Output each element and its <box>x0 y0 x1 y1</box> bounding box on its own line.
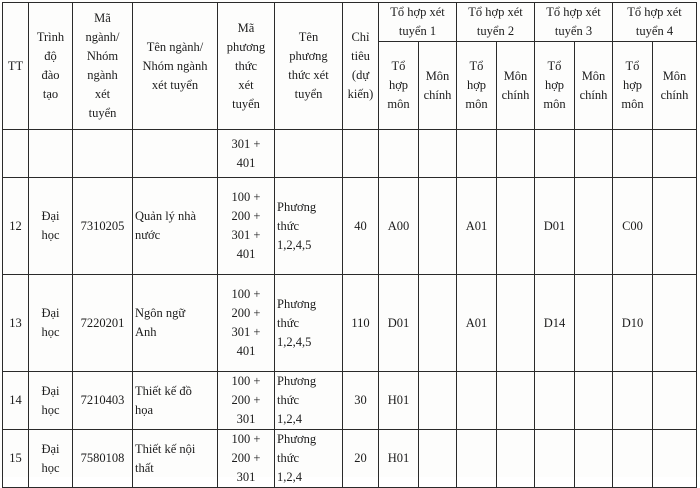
header-chi-tieu <box>343 3 379 130</box>
header-to-hop-group-line: Tổ hợp xét <box>546 5 601 19</box>
cell-mon-chinh <box>653 430 697 488</box>
cell-ten-nganh <box>133 275 218 372</box>
cell-tt: 15 <box>3 430 29 488</box>
header-to-hop-group-line: tuyển 4 <box>635 24 674 38</box>
header-ma-nganh-line: Mã <box>94 11 111 25</box>
header-to-hop-group <box>457 3 535 42</box>
cell-to-hop-mon: A01 <box>457 275 497 372</box>
cell-mon-chinh <box>575 178 613 275</box>
cell-ma-phuong-thuc-line: 200 + <box>231 209 261 223</box>
empty-cell <box>275 130 343 178</box>
cell-tt: 12 <box>3 178 29 275</box>
cell-ma-phuong-thuc-line: 401 <box>236 247 256 261</box>
cell-ten-nganh-line: họa <box>135 402 154 417</box>
cell-trinh-do <box>29 178 73 275</box>
cell-ma-phuong-thuc-line: 401 <box>236 155 256 170</box>
cell-ten-phuong-thuc-line: Phương <box>277 374 317 388</box>
header-mon-chinh-line: chính <box>579 87 608 102</box>
cell-to-hop-mon: D14 <box>535 275 575 372</box>
header-mon-chinh-line: chính <box>423 87 452 102</box>
cell-to-hop-mon: D01 <box>535 178 575 275</box>
cell-trinh-do-line: Đại <box>41 383 60 398</box>
table-body <box>3 130 697 488</box>
cell-ma-nganh: 7210403 <box>73 372 133 430</box>
header-ma-nganh-line: Nhóm <box>86 49 119 63</box>
cell-to-hop-mon <box>535 372 575 430</box>
cell-mon-chinh <box>419 372 457 430</box>
cell-ten-phuong-thuc <box>275 178 343 275</box>
cell-ma-phuong-thuc-line: 200 + <box>231 451 261 465</box>
table-row <box>3 430 697 488</box>
cell-mon-chinh <box>575 430 613 488</box>
cell-ma-phuong-thuc-line: 301 + <box>231 136 261 151</box>
header-ten-nganh <box>133 3 218 130</box>
header-to-hop-mon-line: Tổ <box>547 59 562 73</box>
header-ma-nganh <box>73 3 133 130</box>
header-trinh-do-line: tạo <box>42 87 59 101</box>
header-to-hop-group-line: Tổ hợp xét <box>390 5 445 19</box>
header-ten-phuong-thuc-line: thức xét <box>288 68 329 82</box>
header-to-hop-mon <box>379 42 419 130</box>
header-mon-chinh <box>575 42 613 130</box>
cell-trinh-do-line: học <box>41 325 60 339</box>
cell-ten-nganh <box>133 372 218 430</box>
cell-to-hop-mon: D10 <box>613 275 653 372</box>
header-to-hop-group-line: Tổ hợp xét <box>468 5 523 19</box>
cell-ten-phuong-thuc-line: Phương <box>277 199 317 214</box>
cell-ten-phuong-thuc-line: thức <box>277 451 300 465</box>
cell-to-hop-mon: C00 <box>613 178 653 275</box>
table-row <box>3 275 697 372</box>
cell-to-hop-mon: H01 <box>379 372 419 430</box>
header-tt: TT <box>3 3 29 130</box>
header-ten-nganh-line: Nhóm ngành <box>142 58 208 73</box>
cell-ma-phuong-thuc-line: 100 + <box>231 374 261 388</box>
cell-ma-phuong-thuc-line: 301 + <box>231 325 261 339</box>
cell-chi-tieu: 40 <box>343 178 379 275</box>
header-ma-nganh-line: ngành <box>87 68 118 82</box>
header-to-hop-mon-line: Tổ <box>625 59 640 73</box>
cell-trinh-do-line: học <box>41 460 60 475</box>
empty-cell <box>457 130 497 178</box>
header-ten-phuong-thuc-line: tuyển <box>294 87 323 101</box>
cell-trinh-do <box>29 430 73 488</box>
header-to-hop-group-line: tuyển 3 <box>554 24 593 38</box>
header-ma-nganh-line: ngành/ <box>85 30 120 44</box>
cell-ten-phuong-thuc-line: Phương <box>277 296 317 311</box>
cell-to-hop-mon: D01 <box>379 275 419 372</box>
cell-mon-chinh <box>653 178 697 275</box>
empty-cell <box>613 130 653 178</box>
empty-cell <box>497 130 535 178</box>
header-ten-nganh-line: Tên ngành/ <box>146 39 204 54</box>
empty-cell <box>419 130 457 178</box>
empty-cell <box>133 130 218 178</box>
header-chi-tieu-line: Chỉ <box>351 30 370 44</box>
header-mon-chinh-line: Môn <box>581 68 606 83</box>
header-ten-phuong-thuc-line: phương <box>289 49 328 63</box>
cell-trinh-do-line: Đại <box>41 209 60 223</box>
cell-ten-nganh-line: Anh <box>135 325 157 339</box>
cell-to-hop-mon: H01 <box>379 430 419 488</box>
cell-ma-phuong-thuc-line: 301 <box>236 412 256 426</box>
cell-ten-phuong-thuc-line: thức <box>277 218 300 233</box>
cell-ten-nganh-line: Thiết kế đồ <box>135 383 192 398</box>
cell-trinh-do <box>29 372 73 430</box>
cell-ma-nganh: 7310205 <box>73 178 133 275</box>
table-row <box>3 372 697 430</box>
cell-ma-nganh: 7580108 <box>73 430 133 488</box>
header-to-hop-mon-line: hợp <box>622 78 643 92</box>
cell-ma-phuong-thuc-line: 100 + <box>231 432 261 446</box>
cell-ten-phuong-thuc-line: 1,2,4,5 <box>277 334 312 349</box>
header-to-hop-mon-line: hợp <box>388 78 409 92</box>
cell-trinh-do <box>29 275 73 372</box>
cell-mon-chinh <box>419 430 457 488</box>
header-mon-chinh-line: Môn <box>662 68 687 83</box>
header-chi-tieu-line: (dự <box>351 68 370 82</box>
table-row <box>3 178 697 275</box>
cell-ten-nganh <box>133 430 218 488</box>
cell-to-hop-mon <box>535 430 575 488</box>
cell-mon-chinh <box>497 178 535 275</box>
cell-ten-phuong-thuc-line: 1,2,4,5 <box>277 237 312 252</box>
cell-ma-phuong-thuc-line: 301 <box>236 470 256 484</box>
header-trinh-do-line: Trình <box>36 30 65 44</box>
header-ma-phuong-thuc-line: thức <box>234 58 258 73</box>
cell-mon-chinh <box>653 372 697 430</box>
header-mon-chinh <box>419 42 457 130</box>
header-to-hop-mon-line: hợp <box>466 78 487 92</box>
table-row <box>3 130 697 178</box>
cell-to-hop-mon: A01 <box>457 178 497 275</box>
header-ma-phuong-thuc <box>218 3 275 130</box>
cell-ten-nganh-line: Thiết kế nội <box>135 441 196 456</box>
cell-ten-phuong-thuc-line: thức <box>277 393 300 407</box>
cell-ten-nganh-line: Quản lý nhà <box>135 209 197 223</box>
header-ten-nganh-line: xét tuyển <box>151 77 199 92</box>
header-to-hop-mon-line: Tổ <box>469 59 484 73</box>
empty-cell <box>575 130 613 178</box>
header-chi-tieu-line: kiến) <box>347 87 374 101</box>
header-to-hop-mon <box>535 42 575 130</box>
header-trinh-do <box>29 3 73 130</box>
cell-ma-phuong-thuc-line: 401 <box>236 344 256 358</box>
header-to-hop-group-line: tuyển 1 <box>398 24 437 38</box>
cell-ma-phuong-thuc <box>218 130 275 178</box>
cell-ma-phuong-thuc-line: 100 + <box>231 287 261 301</box>
header-chi-tieu-line: tiêu <box>351 49 370 63</box>
empty-cell <box>343 130 379 178</box>
header-trinh-do-line: đào <box>41 68 60 82</box>
cell-ten-nganh-line: Ngôn ngữ <box>135 306 186 320</box>
header-mon-chinh-line: Môn <box>503 68 528 83</box>
header-ma-phuong-thuc-line: phương <box>226 39 266 54</box>
cell-ma-phuong-thuc <box>218 372 275 430</box>
header-to-hop-mon-line: Tổ <box>391 59 406 73</box>
header-to-hop-mon-line: môn <box>387 97 410 111</box>
empty-cell <box>73 130 133 178</box>
header-ten-phuong-thuc <box>275 3 343 130</box>
cell-ten-phuong-thuc-line: 1,2,4 <box>277 470 302 484</box>
header-mon-chinh <box>653 42 697 130</box>
header-to-hop-mon-line: hợp <box>544 78 565 92</box>
cell-to-hop-mon <box>457 430 497 488</box>
header-ma-phuong-thuc-line: tuyển <box>232 96 260 111</box>
cell-ma-phuong-thuc <box>218 178 275 275</box>
header-to-hop-group-line: Tổ hợp xét <box>627 5 682 19</box>
cell-mon-chinh <box>497 430 535 488</box>
table-header <box>3 3 697 130</box>
cell-ten-phuong-thuc <box>275 372 343 430</box>
cell-tt: 14 <box>3 372 29 430</box>
header-ma-nganh-line: tuyển <box>88 106 117 120</box>
cell-ma-phuong-thuc-line: 200 + <box>231 306 261 320</box>
header-trinh-do-line: độ <box>44 49 57 63</box>
cell-ma-phuong-thuc <box>218 275 275 372</box>
cell-ten-nganh <box>133 178 218 275</box>
cell-chi-tieu: 20 <box>343 430 379 488</box>
header-mon-chinh-line: chính <box>660 87 689 102</box>
header-to-hop-mon-line: môn <box>465 97 488 111</box>
empty-cell <box>29 130 73 178</box>
header-to-hop-mon-line: môn <box>621 97 644 111</box>
header-mon-chinh-line: chính <box>501 87 530 102</box>
cell-mon-chinh <box>419 178 457 275</box>
cell-to-hop-mon: A00 <box>379 178 419 275</box>
cell-mon-chinh <box>497 372 535 430</box>
cell-ten-phuong-thuc <box>275 275 343 372</box>
cell-ma-phuong-thuc-line: 200 + <box>231 393 261 407</box>
cell-mon-chinh <box>497 275 535 372</box>
cell-ma-phuong-thuc-line: 100 + <box>231 190 261 204</box>
header-mon-chinh-line: Môn <box>425 68 450 83</box>
header-to-hop-group <box>535 3 613 42</box>
cell-mon-chinh <box>575 372 613 430</box>
cell-ten-phuong-thuc-line: thức <box>277 315 300 330</box>
empty-cell <box>379 130 419 178</box>
empty-cell <box>653 130 697 178</box>
cell-mon-chinh <box>653 275 697 372</box>
header-to-hop-mon <box>613 42 653 130</box>
cell-trinh-do-line: học <box>41 228 60 242</box>
cell-chi-tieu: 110 <box>343 275 379 372</box>
empty-cell <box>535 130 575 178</box>
cell-ma-phuong-thuc-line: 301 + <box>231 228 261 242</box>
cell-trinh-do-line: học <box>41 402 60 417</box>
header-ten-phuong-thuc-line: Tên <box>298 30 319 44</box>
header-to-hop-mon <box>457 42 497 130</box>
admission-table <box>2 2 697 488</box>
empty-cell <box>3 130 29 178</box>
cell-ma-phuong-thuc <box>218 430 275 488</box>
header-mon-chinh <box>497 42 535 130</box>
cell-trinh-do-line: Đại <box>41 441 60 456</box>
header-to-hop-group-line: tuyển 2 <box>476 24 515 38</box>
header-ma-nganh-line: xét <box>94 87 111 101</box>
header-to-hop-group <box>613 3 697 42</box>
header-row <box>3 3 697 42</box>
cell-ma-nganh: 7220201 <box>73 275 133 372</box>
cell-ten-nganh-line: thất <box>135 460 154 475</box>
cell-ten-phuong-thuc-line: Phương <box>277 432 317 446</box>
cell-to-hop-mon <box>613 372 653 430</box>
cell-trinh-do-line: Đại <box>41 306 60 320</box>
cell-chi-tieu: 30 <box>343 372 379 430</box>
header-to-hop-group <box>379 3 457 42</box>
cell-mon-chinh <box>419 275 457 372</box>
cell-ten-phuong-thuc <box>275 430 343 488</box>
cell-to-hop-mon <box>613 430 653 488</box>
cell-ten-nganh-line: nước <box>135 228 161 242</box>
cell-to-hop-mon <box>457 372 497 430</box>
header-ma-phuong-thuc-line: Mã <box>237 20 255 35</box>
cell-mon-chinh <box>575 275 613 372</box>
cell-ten-phuong-thuc-line: 1,2,4 <box>277 412 302 426</box>
header-ma-phuong-thuc-line: xét <box>238 77 254 92</box>
cell-tt: 13 <box>3 275 29 372</box>
header-to-hop-mon-line: môn <box>543 97 566 111</box>
